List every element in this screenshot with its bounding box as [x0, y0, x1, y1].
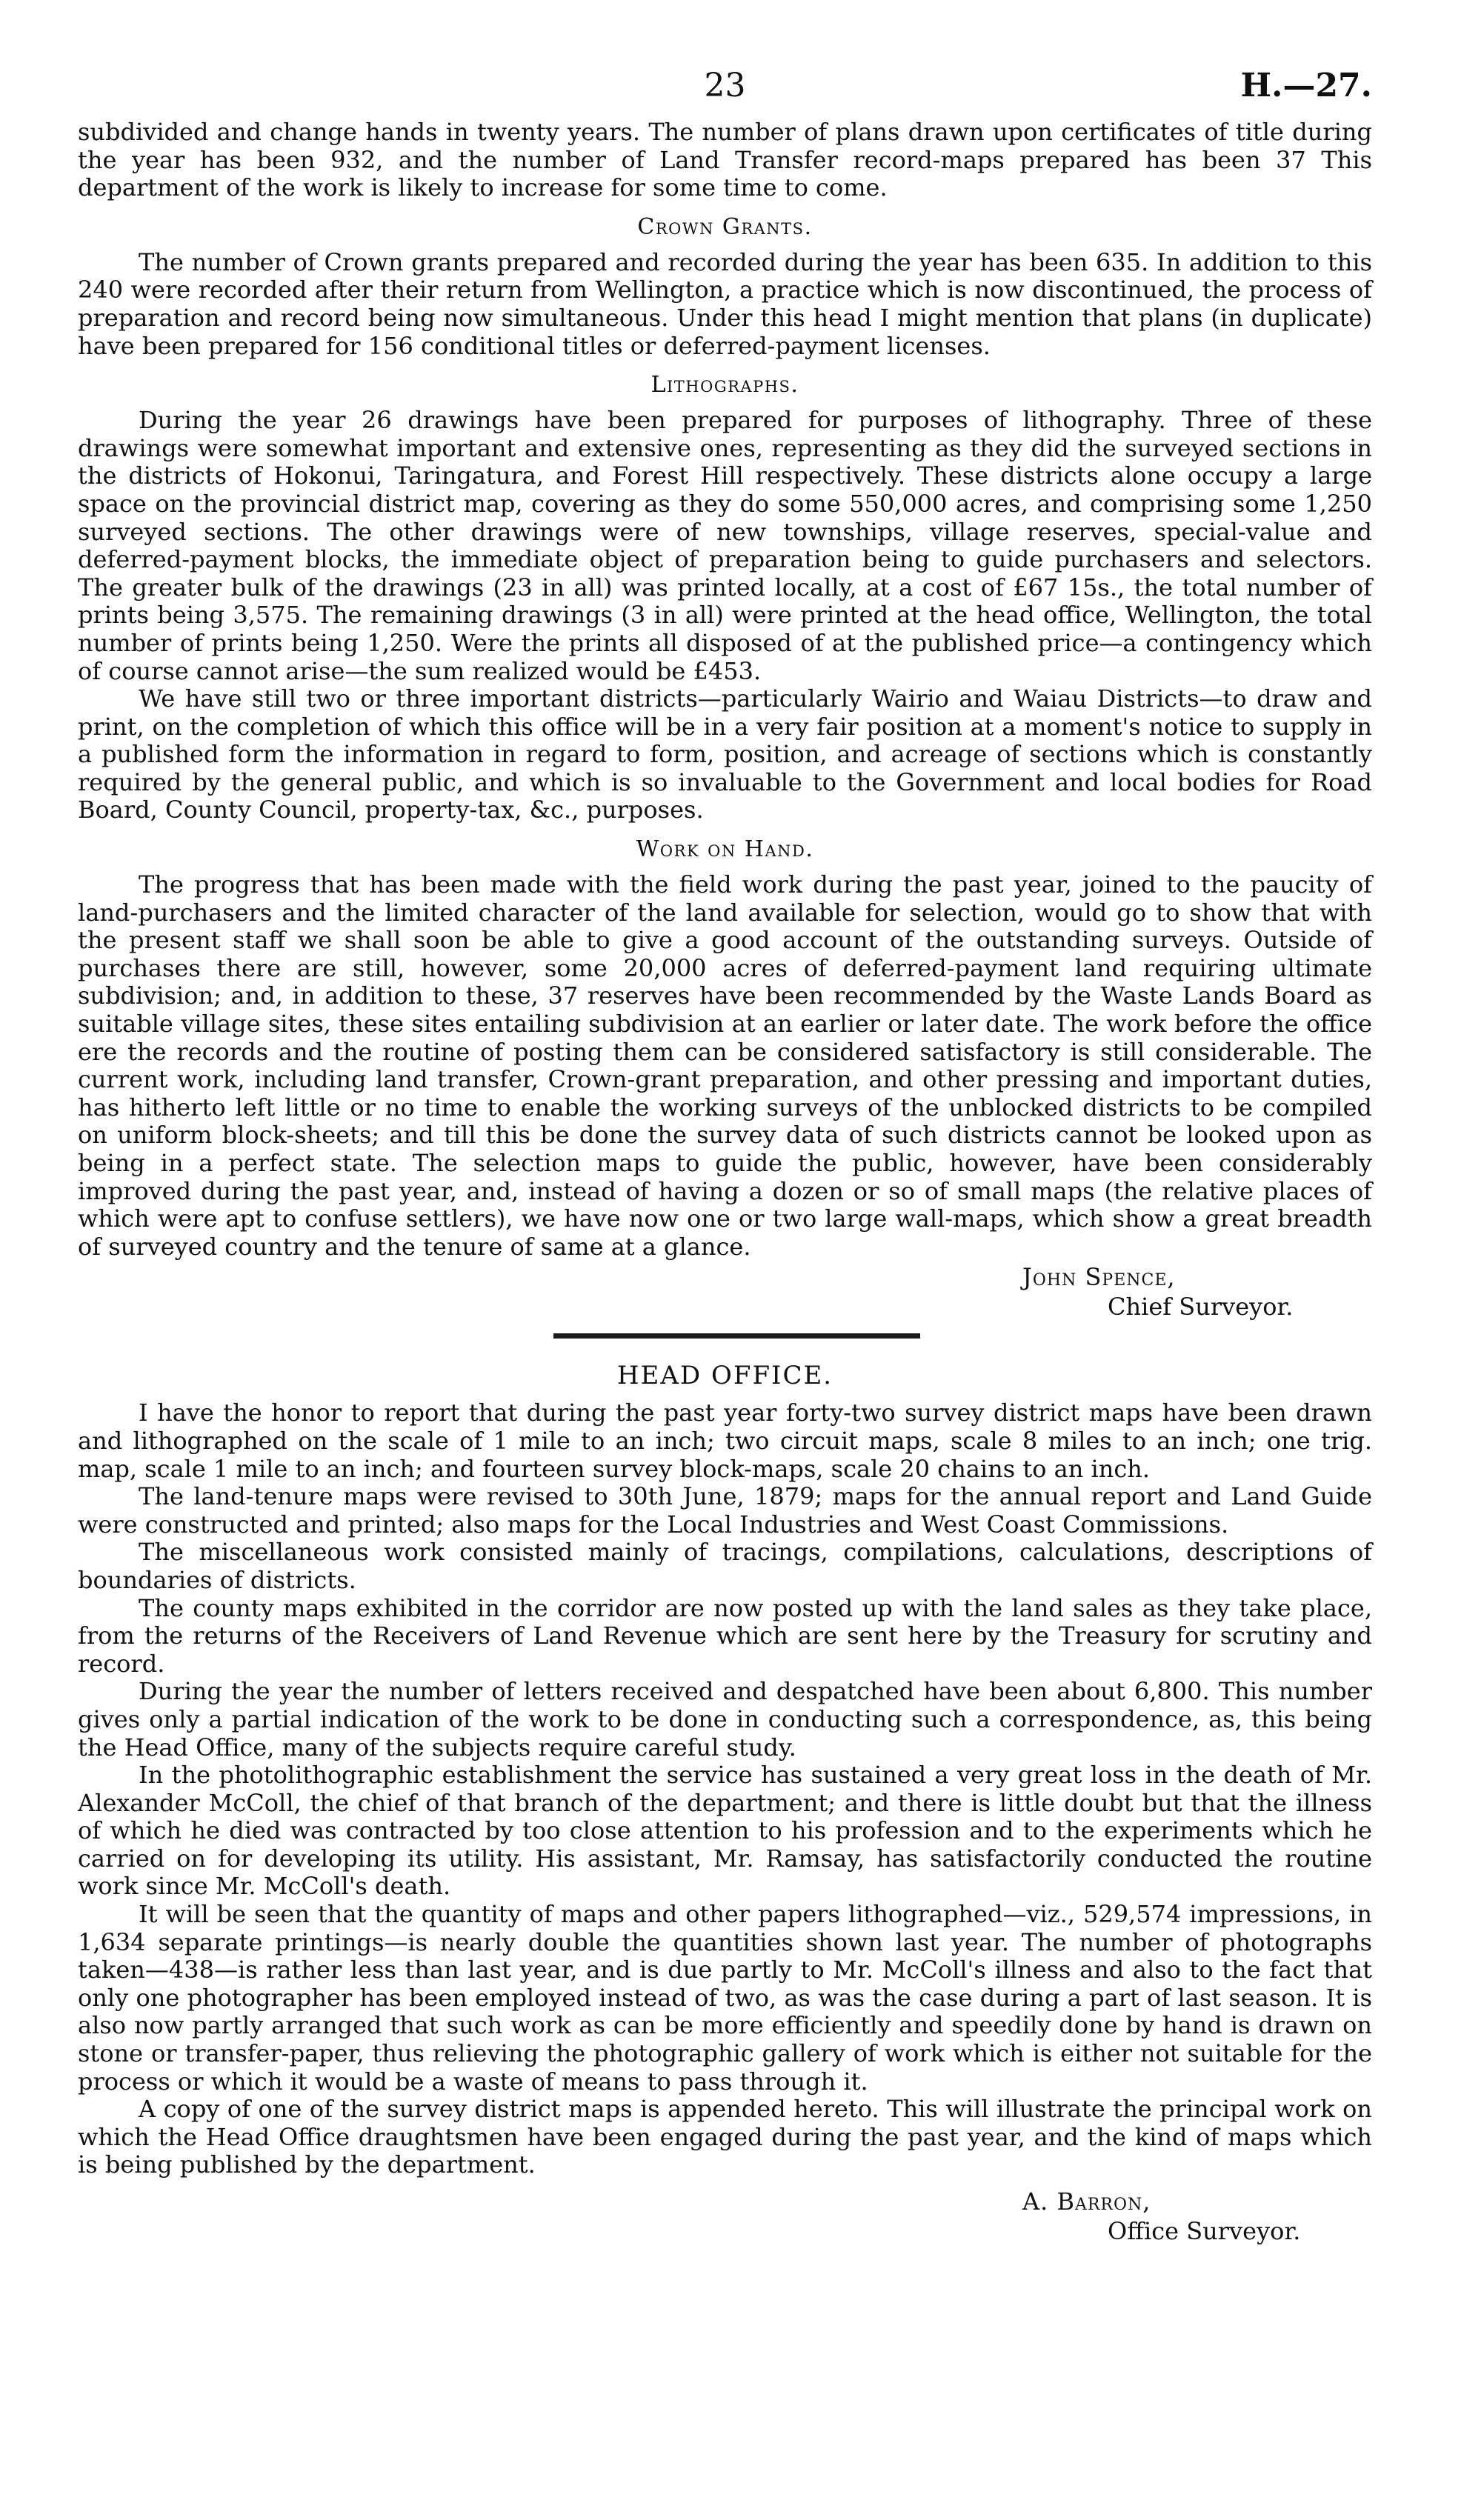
head-office-heading: HEAD OFFICE. — [616, 1361, 833, 1391]
head-office-paragraph-4: The county maps exhibited in the corridor are now posted up with the land sales as they take place, from the returns of the Receivers of Land Revenue which are sent here by the Treasury for scrutiny and record. — [78, 1593, 1372, 1678]
crown-grants-paragraph: The number of Crown grants prepared and recorded during the year has been 635. In addition to this 240 were recorded after their return from Wellington, a practice which is now discontinued, the process of preparation and record being now simultaneous. Under this head I might mention that plans (in duplicate) have been prepared for 156 conditional titles or deferred-payment licenses. — [78, 247, 1372, 360]
crown-grants-heading: Crown Grants. — [637, 213, 813, 240]
work-on-hand-heading: Work on Hand. — [636, 836, 814, 863]
head-office-paragraph-7: It will be seen that the quantity of maps and other papers lithographed—viz., 529,574 impressions, in 1,634 separate printings—is nearly double the quantities shown last year. The number of photographs taken—438—is rather less than last year, and is due partly to Mr. McColl's illness and also to the fact that only one photographer has been employed instead of two, as was the case during a part of last season. It is also now partly arranged that such work as can be more efficiently and speedily done by hand is drawn on stone or transfer-paper, thus relieving the photographic gallery of work which is either not suitable for the process or which it would be a waste of means to pass through it. — [78, 1900, 1372, 2096]
head-office-paragraph-5: During the year the number of letters received and despatched have been about 6,800. This number gives only a partial indication of the work to be done in conducting such a correspondence, as, this being the Head Office, many of the subjects require careful study. — [78, 1677, 1372, 1761]
head-office-paragraph-1: I have the honor to report that during the past year forty-two survey district maps have been drawn and lithographed on the scale of 1 mile to an inch; two circuit maps, scale 8 miles to an inch; one trig. map, scale 1 mile to an inch; and fourteen survey block-maps, scale 20 chains to an inch. — [78, 1399, 1372, 1483]
lithographs-paragraph-2: We have still two or three important districts—particularly Wairio and Waiau Districts—to draw and print, on the completion of which this office will be in a very fair position at a moment's notice to supply in a published form the information in regard to form, position, and acreage of sections which is constantly required by the general public, and which is so invaluable to the Government and local bodies for Road Board, County Council, property-tax, &c., purposes. — [78, 684, 1372, 824]
page-number: 23 — [704, 67, 746, 104]
head-office-paragraph-8: A copy of one of the survey district maps is appended hereto. This will illustrate the principal work on which the Head Office draughtsmen have been engaged during the past year, and the kind of maps which is being published by the department. — [78, 2095, 1372, 2179]
head-office-paragraph-2: The land-tenure maps were revised to 30th June, 1879; maps for the annual report and Land Guide were constructed and printed; also maps for the Local Industries and West Coast Commissions. — [78, 1482, 1372, 1539]
signatory-title: Office Surveyor. — [1108, 2217, 1301, 2245]
lithographs-heading: Lithographs. — [650, 372, 799, 399]
signature-office-surveyor — [78, 2187, 1372, 2246]
document-reference: H.—27. — [1240, 67, 1372, 104]
page-header — [78, 67, 1372, 119]
section-divider — [553, 1333, 920, 1339]
signatory-title: Chief Surveyor. — [1108, 1293, 1294, 1321]
signature-chief-surveyor — [78, 1262, 1372, 1321]
lithographs-paragraph-1: During the year 26 drawings have been prepared for purposes of lithography. Three of these drawings were somewhat important and extensive ones, representing as they did the surveyed sections in the districts of Hokonui, Taringatura, and Forest Hill respectively. These districts alone occupy a large space on the provincial district map, covering as they do some 550,000 acres, and comprising some 1,250 surveyed sections. The other drawings were of new townships, village reserves, special-value and deferred-payment blocks, the immediate object of preparation being to guide purchasers and selectors. The greater bulk of the drawings (23 in all) was printed locally, at a cost of £67 15s., the total number of prints being 3,575. The remaining drawings (3 in all) were printed at the head office, Wellington, the total number of prints being 1,250. Were the prints all disposed of at the published price—a contingency which of course cannot arise—the sum realized would be £453. — [78, 406, 1372, 685]
signatory-name: A. Barron, — [1022, 2187, 1151, 2216]
intro-paragraph: subdivided and change hands in twenty years. The number of plans drawn upon certificates of title during the year has been 932, and the number of Land Transfer record-maps prepared has been 37 This department of the work is likely to increase for some time to come. — [78, 118, 1372, 202]
signatory-name: John Spence, — [1022, 1263, 1176, 1292]
work-on-hand-paragraph: The progress that has been made with the field work during the past year, joined to the paucity of land-purchasers and the limited character of the land available for selection, would go to show that with the present staff we shall soon be able to give a good account of the outstanding surveys. Outside of purchases there are still, however, some 20,000 acres of deferred-payment land requiring ultimate subdivision; and, in addition to these, 37 reserves have been recommended by the Waste Lands Board as suitable village sites, these sites entailing subdivision at an earlier or later date. The work before the office ere the records and the routine of posting them can be considered satisfactory is still considerable. The current work, including land transfer, Crown-grant preparation, and other pressing and important duties, has hitherto left little or no time to enable the working surveys of the unblocked districts to be compiled on uniform block-sheets; and till this be done the survey data of such districts cannot be looked upon as being in a perfect state. The selection maps to guide the public, however, have been considerably improved during the past year, and, instead of having a dozen or so of small maps (the relative places of which were apt to confuse settlers), we have now one or two large wall-maps, which show a great breadth of surveyed country and the tenure of same at a glance. — [78, 870, 1372, 1261]
head-office-paragraph-6: In the photolithographic establishment the service has sustained a very great loss in the death of Mr. Alexander McColl, the chief of that branch of the department; and there is little doubt but that the illness of which he died was contracted by too close attention to his profession and to the experiments which he carried on for developing its utility. His assistant, Mr. Ramsay, has satisfactorily conducted the routine work since Mr. McColl's death. — [78, 1761, 1372, 1901]
head-office-paragraph-3: The miscellaneous work consisted mainly of tracings, compilations, calculations, descriptions of boundaries of districts. — [78, 1538, 1372, 1594]
